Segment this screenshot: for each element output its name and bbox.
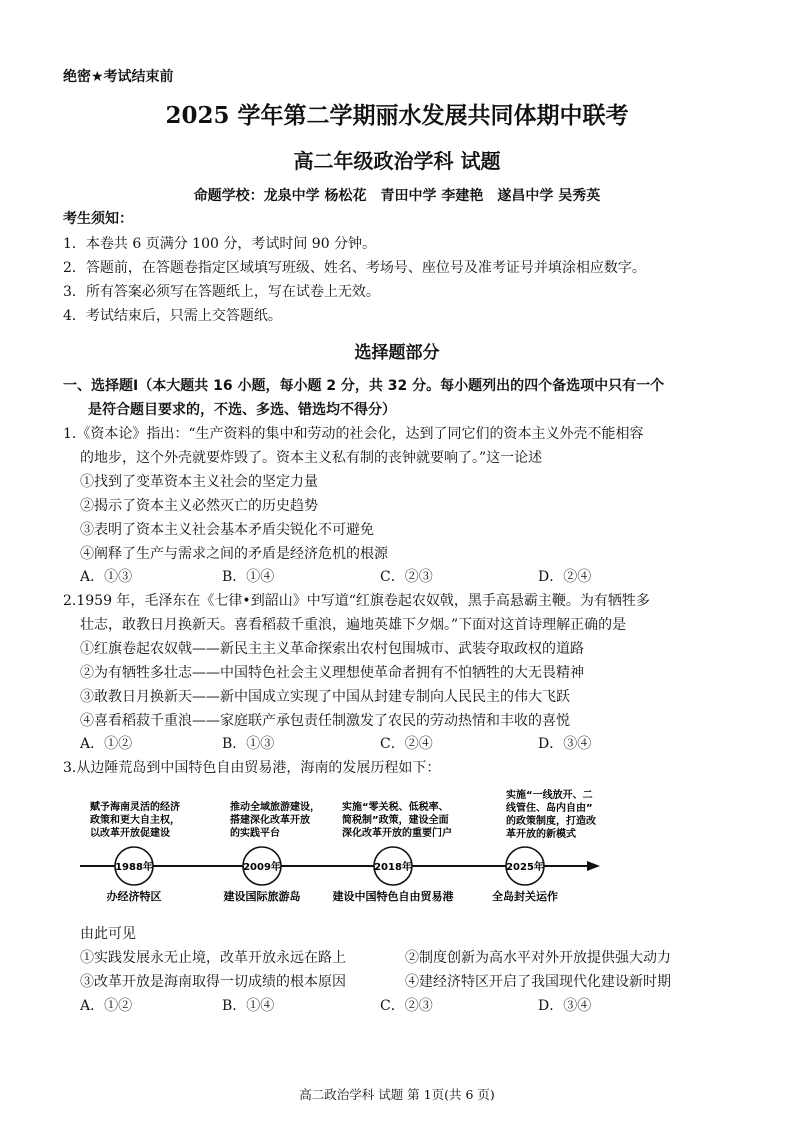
section-title: 选择题部分 [354, 343, 440, 363]
q2-stem-line1: 2.1959 年，毛泽东在《七律•到韶山》中写道“红旗卷起农奴戟，黑手高悬霸主鞭。为有牺牲多 [63, 593, 650, 609]
q3-option-b: B．①④ [222, 998, 275, 1014]
notice-heading: 考生须知： [63, 211, 133, 227]
timeline-desc: 赋予海南灵活的经济 [90, 802, 180, 813]
q1-option-d: D．②④ [538, 569, 592, 585]
timeline-label: 办经济特区 [106, 890, 162, 903]
timeline-node-2025 [492, 788, 596, 903]
timeline-node-2018 [333, 800, 454, 903]
timeline-desc: 实施“一线放开、二 [506, 790, 593, 801]
q1-item: ④阐释了生产与需求之间的矛盾是经济危机的根源 [80, 546, 388, 562]
q3-item: ④建经济特区开启了我国现代化建设新时期 [405, 974, 671, 990]
q3-option-a: A．①② [80, 998, 133, 1014]
timeline-desc: 政策和更大自主权， [90, 815, 180, 826]
q2-option-b: B．①③ [222, 736, 275, 752]
q1-item: ③表明了资本主义社会基本矛盾尖锐化不可避免 [80, 522, 374, 538]
timeline-year: 2009年 [243, 862, 281, 873]
q2-item: ③敢教日月换新天——新中国成立实现了中国从封建专制向人民民主的伟大飞跃 [80, 689, 570, 705]
q1-item: ①找到了变革资本主义社会的坚定力量 [80, 474, 318, 490]
q3-item: ①实践发展永无止境，改革开放永远在路上 [80, 950, 346, 966]
timeline-arrow-icon [587, 861, 600, 871]
timeline-label: 建设国际旅游岛 [223, 890, 301, 903]
timeline-desc: 革开放的新模式 [506, 829, 576, 840]
timeline-desc: 以改革开放促建设 [90, 828, 170, 839]
timeline-desc: 的政策制度，打造改 [506, 816, 596, 827]
q2-option-a: A．①② [80, 736, 133, 752]
timeline-node-2009 [224, 800, 321, 903]
q2-option-c: C．②④ [380, 736, 433, 752]
timeline-desc: 线管住、岛内自由” [506, 803, 593, 814]
q1-item: ②揭示了资本主义必然灭亡的历史趋势 [80, 498, 318, 514]
q3-item: ②制度创新为高水平对外开放提供强大动力 [405, 950, 671, 966]
q3-option-c: C．②③ [380, 998, 433, 1014]
timeline-node-1988 [90, 800, 180, 903]
hainan-timeline-diagram [0, 780, 794, 910]
q3-item: ③改革开放是海南取得一切成绩的根本原因 [80, 974, 346, 990]
q1-option-b: B．①④ [222, 569, 275, 585]
q2-option-d: D．③④ [538, 736, 592, 752]
q2-item: ①红旗卷起农奴戟——新民主主义革命探索出农村包围城市、武装夺取政权的道路 [80, 641, 584, 657]
setters-line: 命题学校：龙泉中学 杨松花 青田中学 李建艳 遂昌中学 吴秀英 [193, 188, 601, 204]
q2-stem-line2: 壮志，敢教日月换新天。喜看稻菽千重浪，遍地英雄下夕烟。”下面对这首诗理解正确的是 [80, 617, 627, 633]
timeline-desc: 的实践平台 [230, 828, 280, 839]
timeline-desc: 简税制”政策，建设全面 [342, 815, 449, 826]
q3-stem: 3.从边陲荒岛到中国特色自由贸易港，海南的发展历程如下： [63, 760, 441, 776]
q3-lead: 由此可见 [80, 926, 136, 942]
timeline-label: 建设中国特色自由贸易港 [332, 890, 454, 903]
notice-item: 1．本卷共 6 页满分 100 分，考试时间 90 分钟。 [63, 236, 377, 252]
part-instructions-line2: 是符合题目要求的，不选、多选、错选均不得分） [88, 402, 396, 418]
notice-item: 3．所有答案必须写在答题纸上，写在试卷上无效。 [63, 284, 380, 300]
timeline-label: 全岛封关运作 [492, 890, 558, 903]
exam-subtitle: 高二年级政治学科 试题 [293, 149, 501, 173]
q1-option-a: A．①③ [80, 569, 133, 585]
timeline-year: 2018年 [374, 862, 412, 873]
timeline-desc: 推动全域旅游建设， [230, 802, 320, 813]
q1-option-c: C．②③ [380, 569, 433, 585]
notice-item: 4．考试结束后，只需上交答题纸。 [63, 308, 282, 324]
timeline-year: 1988年 [115, 862, 153, 873]
part-instructions-line1: 一、选择题Ⅰ（本大题共 16 小题，每小题 2 分，共 32 分。每小题列出的四个备选项中只有一个 [63, 378, 665, 394]
q2-item: ④喜看稻菽千重浪——家庭联产承包责任制激发了农民的劳动热情和丰收的喜悦 [80, 713, 570, 729]
timeline-desc: 实施“零关税、低税率、 [342, 802, 449, 813]
timeline-desc: 搭建深化改革开放 [230, 815, 310, 826]
page-footer: 高二政治学科 试题 第 1页(共 6 页) [299, 1087, 495, 1102]
exam-title: 2025 学年第二学期丽水发展共同体期中联考 [165, 102, 629, 129]
notice-item: 2．答题前，在答题卷指定区域填写班级、姓名、考场号、座位号及准考证号并填涂相应数字。 [63, 260, 646, 276]
confidential-label: 绝密★考试结束前 [63, 69, 174, 85]
q2-item: ②为有牺牲多壮志——中国特色社会主义理想使革命者拥有不怕牺牲的大无畏精神 [80, 665, 584, 681]
q3-option-d: D．③④ [538, 998, 592, 1014]
q1-stem-line1: 1.《资本论》指出：“生产资料的集中和劳动的社会化，达到了同它们的资本主义外壳不能相容 [63, 426, 644, 442]
timeline-desc: 深化改革开放的重要门户 [342, 828, 452, 839]
q1-stem-line2: 的地步，这个外壳就要炸毁了。资本主义私有制的丧钟就要响了。”这一论述 [80, 450, 543, 466]
timeline-year: 2025年 [506, 862, 544, 873]
